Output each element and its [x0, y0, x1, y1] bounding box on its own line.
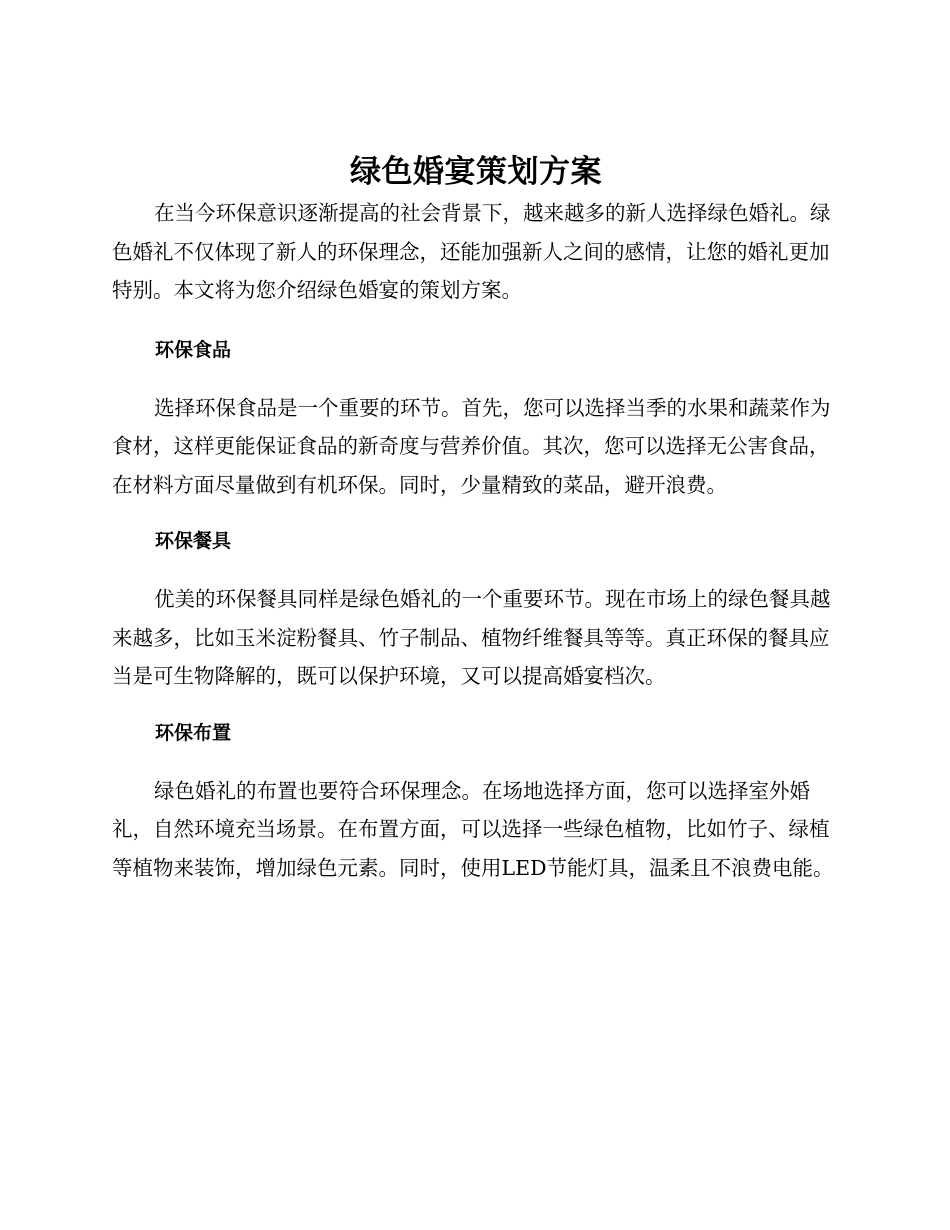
section-heading-food: 环保食品 — [155, 338, 232, 361]
document-page — [112, 150, 840, 887]
document-title: 绿色婚宴策划方案 — [350, 154, 602, 190]
section-body-tableware: 优美的环保餐具同样是绿色婚礼的一个重要环节。现在市场上的绿色餐具越来越多，比如玉米淀粉餐具、竹子制品、植物纤维餐具等等。真正环保的餐具应当是可生物降解的，既可以保护环境，又可以提高婚宴档次。 — [112, 587, 831, 688]
section-body-food: 选择环保食品是一个重要的环节。首先，您可以选择当季的水果和蔬菜作为食材，这样更能保证食品的新奇度与营养价值。其次，您可以选择无公害食品，在材料方面尽量做到有机环保。同时，少量精致的菜品，避开浪费。 — [112, 395, 831, 497]
intro-paragraph: 在当今环保意识逐渐提高的社会背景下，越来越多的新人选择绿色婚礼。绿色婚礼不仅体现了新人的环保理念，还能加强新人之间的感情，让您的婚礼更加特别。本文将为您介绍绿色婚宴的策划方案。 — [112, 201, 831, 302]
section-tableware — [112, 529, 840, 696]
section-heading-decoration: 环保布置 — [155, 721, 232, 744]
section-body-decoration: 绿色婚礼的布置也要符合环保理念。在场地选择方面，您可以选择室外婚礼，自然环境充当场景。在布置方面，可以选择一些绿色植物，比如竹子、绿植等植物来装饰，增加绿色元素。同时，使用LED节能灯具，温柔且不浪费电能。 — [112, 778, 834, 880]
section-decoration — [112, 721, 840, 888]
section-heading-tableware: 环保餐具 — [155, 530, 232, 552]
section-food — [112, 338, 840, 505]
